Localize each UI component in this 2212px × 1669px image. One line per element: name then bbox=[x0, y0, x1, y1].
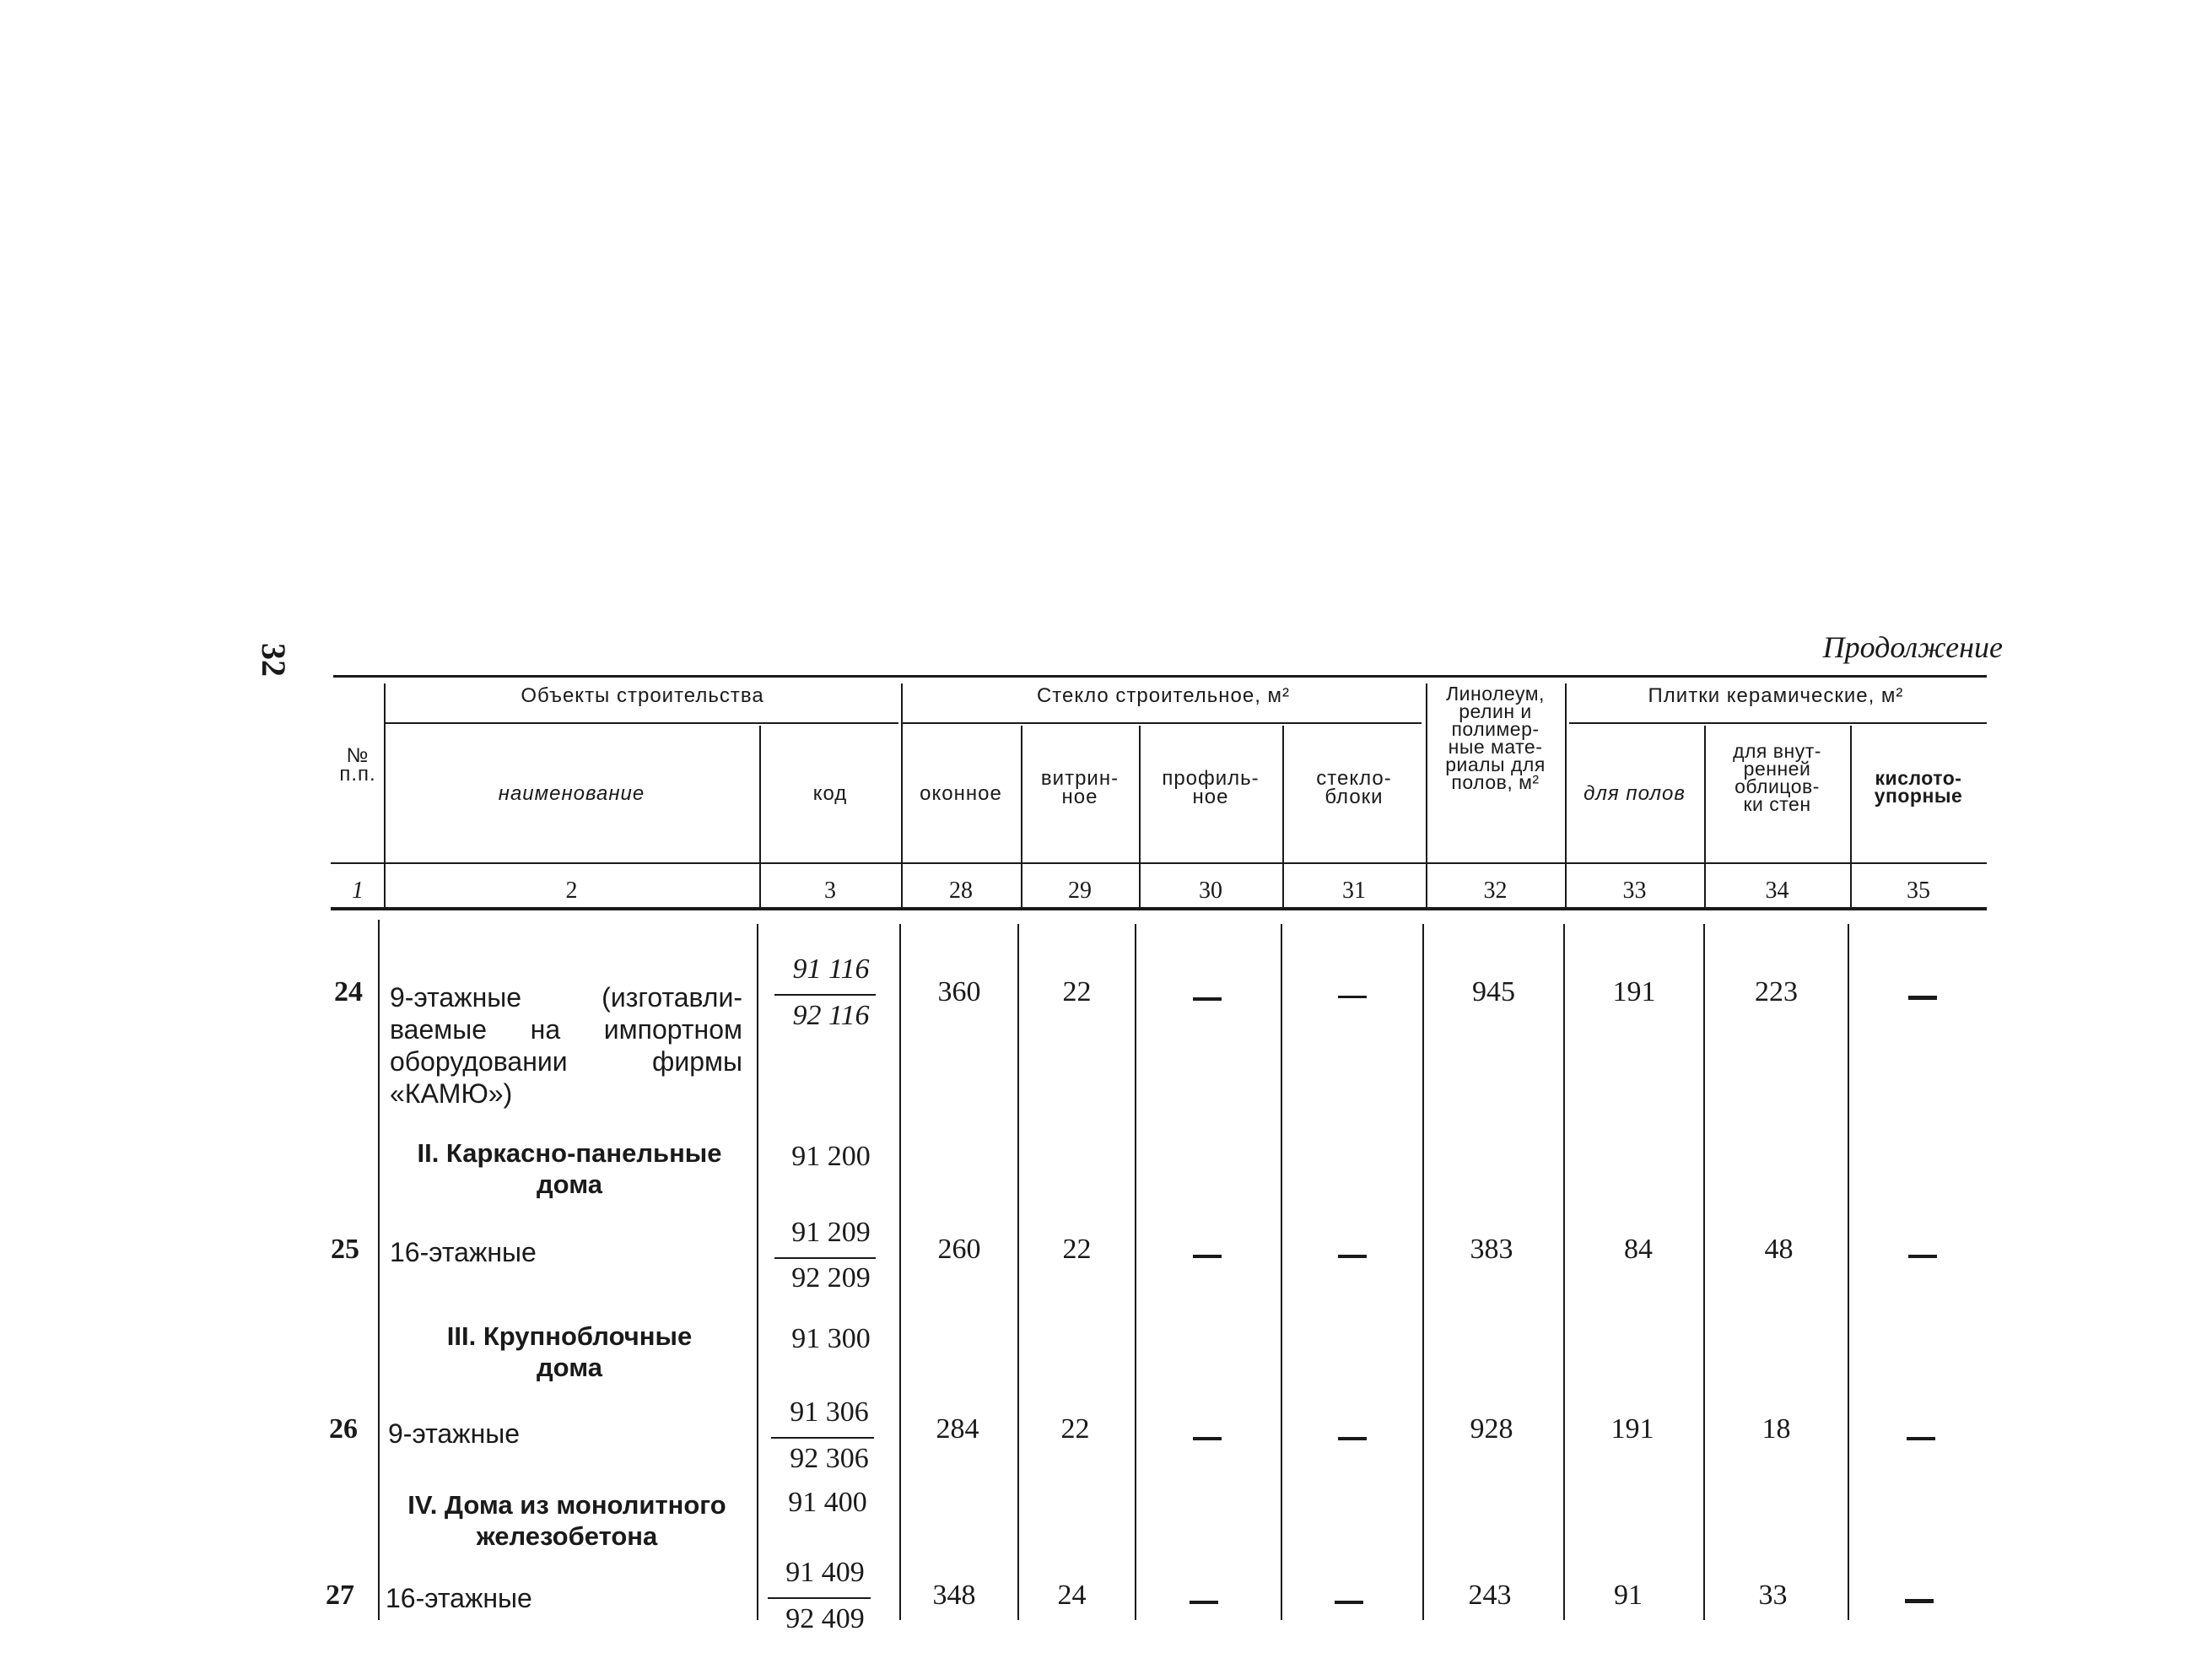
value-tiles-wall: 18 bbox=[1762, 1413, 1791, 1445]
column-number: 32 bbox=[1483, 878, 1508, 904]
header-glass-blocks-l1: стекло- bbox=[1316, 767, 1392, 790]
continuation-label: Продолжение bbox=[1822, 630, 2003, 664]
header-glass-group: Стекло строительное, м² bbox=[1036, 684, 1291, 707]
value-tiles-floor: 84 bbox=[1624, 1234, 1653, 1265]
header-linoleum-l5: риалы для bbox=[1445, 753, 1546, 775]
value-linoleum: 243 bbox=[1468, 1580, 1512, 1611]
header-name: наименование bbox=[498, 782, 645, 805]
row-name-line: ваемые на импортном bbox=[390, 1014, 742, 1045]
code-top: 91 209 bbox=[791, 1217, 871, 1248]
header-tiles-wall-l2: ренней bbox=[1743, 758, 1811, 780]
header-linoleum-l6: полов, м² bbox=[1451, 771, 1540, 793]
value-profile bbox=[1133, 1580, 1277, 1612]
header-objects-group: Объекты строительства bbox=[521, 684, 764, 707]
column-number: 3 bbox=[824, 878, 836, 904]
section-title-line: дома bbox=[537, 1169, 602, 1199]
header-code: код bbox=[812, 782, 848, 805]
header-glass-blocks-l2: блоки bbox=[1325, 786, 1384, 808]
value-window: 284 bbox=[936, 1413, 979, 1445]
header-linoleum-l1: Линолеум, bbox=[1446, 683, 1545, 705]
header-tiles-acid-l2: упорные bbox=[1874, 785, 1963, 807]
row-name: 16-этажные bbox=[390, 1237, 537, 1267]
header-glass-window: оконное bbox=[920, 782, 1002, 805]
value-showcase: 22 bbox=[1062, 976, 1092, 1007]
column-number: 28 bbox=[949, 878, 973, 904]
value-window: 348 bbox=[932, 1580, 976, 1611]
code-top: 91 116 bbox=[792, 953, 870, 985]
value-window: 260 bbox=[937, 1234, 981, 1265]
header-glass-showcase-l1: витрин- bbox=[1040, 767, 1119, 790]
header-tiles-wall-l1: для внут- bbox=[1733, 740, 1821, 762]
header-tiles-wall-l4: ки стен bbox=[1743, 793, 1811, 815]
row-name-line: 9-этажные (изготавли- bbox=[390, 982, 742, 1013]
value-linoleum: 383 bbox=[1470, 1234, 1513, 1265]
row-name-line: «КАМЮ») bbox=[390, 1078, 513, 1109]
header-glass-showcase-l2: ное bbox=[1061, 786, 1098, 808]
code-bottom: 92 306 bbox=[790, 1443, 869, 1474]
value-showcase: 24 bbox=[1057, 1580, 1087, 1611]
value-tiles-wall: 223 bbox=[1755, 976, 1798, 1007]
section-title-line: II. Каркасно-панельные bbox=[417, 1138, 722, 1168]
value-tiles-floor: 91 bbox=[1614, 1580, 1643, 1611]
page-number: 32 bbox=[255, 643, 293, 677]
code-top: 91 306 bbox=[790, 1396, 869, 1428]
section-title-line: IV. Дома из монолитного bbox=[407, 1490, 726, 1520]
value-tiles-wall: 33 bbox=[1758, 1580, 1788, 1611]
value-tiles-floor: 191 bbox=[1610, 1413, 1654, 1445]
column-number: 33 bbox=[1622, 878, 1647, 904]
header-glass-profile-l1: профиль- bbox=[1162, 767, 1260, 790]
section-title-line: железобетона bbox=[476, 1521, 658, 1551]
row-number: 27 bbox=[326, 1580, 354, 1611]
section-code: 91 300 bbox=[791, 1323, 871, 1354]
header-tiles-wall-l3: облицов- bbox=[1735, 775, 1820, 797]
value-linoleum: 928 bbox=[1470, 1413, 1513, 1445]
header-linoleum-l2: релин и bbox=[1459, 700, 1532, 722]
value-showcase: 22 bbox=[1062, 1234, 1092, 1265]
section-title-line: дома bbox=[537, 1353, 602, 1382]
section-title-line: III. Крупноблочные bbox=[446, 1321, 693, 1351]
column-number: 1 bbox=[352, 878, 364, 904]
column-number: 31 bbox=[1342, 878, 1366, 904]
value-tiles-wall: 48 bbox=[1764, 1234, 1794, 1265]
row-number: 26 bbox=[329, 1413, 358, 1445]
value-tiles-acid bbox=[1846, 1580, 1983, 1612]
header-tiles-floor: для полов bbox=[1583, 782, 1686, 805]
header-linoleum-l3: полимер- bbox=[1451, 718, 1540, 740]
row-name-line: оборудовании фирмы bbox=[390, 1046, 742, 1077]
column-number: 35 bbox=[1907, 878, 1930, 904]
value-showcase: 22 bbox=[1060, 1413, 1090, 1445]
code-top: 91 409 bbox=[785, 1557, 865, 1588]
row-number: 24 bbox=[334, 976, 363, 1007]
section-code: 91 200 bbox=[791, 1141, 871, 1172]
section-code: 91 400 bbox=[788, 1487, 867, 1518]
row-name: 9-этажные bbox=[388, 1418, 521, 1449]
header-no-symbol: № bbox=[346, 744, 370, 767]
value-linoleum: 945 bbox=[1472, 976, 1515, 1007]
header-glass-profile-l2: ное bbox=[1192, 786, 1229, 808]
row-number: 25 bbox=[331, 1234, 359, 1265]
code-bottom: 92 409 bbox=[785, 1603, 865, 1634]
code-bottom: 92 209 bbox=[791, 1262, 871, 1294]
header-linoleum-l4: ные мате- bbox=[1448, 736, 1543, 758]
value-blocks bbox=[1279, 1580, 1419, 1612]
column-number: 30 bbox=[1199, 878, 1222, 904]
value-window: 360 bbox=[937, 976, 981, 1007]
column-number: 34 bbox=[1765, 878, 1789, 904]
header-tiles-group: Плитки керамические, м² bbox=[1648, 684, 1904, 707]
header-tiles-acid-l1: кислото- bbox=[1875, 767, 1962, 789]
value-tiles-floor: 191 bbox=[1612, 976, 1656, 1007]
row-name: 16-этажные bbox=[386, 1583, 532, 1613]
code-bottom: 92 116 bbox=[792, 1000, 870, 1031]
column-number: 2 bbox=[565, 878, 578, 904]
column-number: 29 bbox=[1068, 878, 1092, 904]
header-no-abbr: п.п. bbox=[339, 763, 376, 786]
